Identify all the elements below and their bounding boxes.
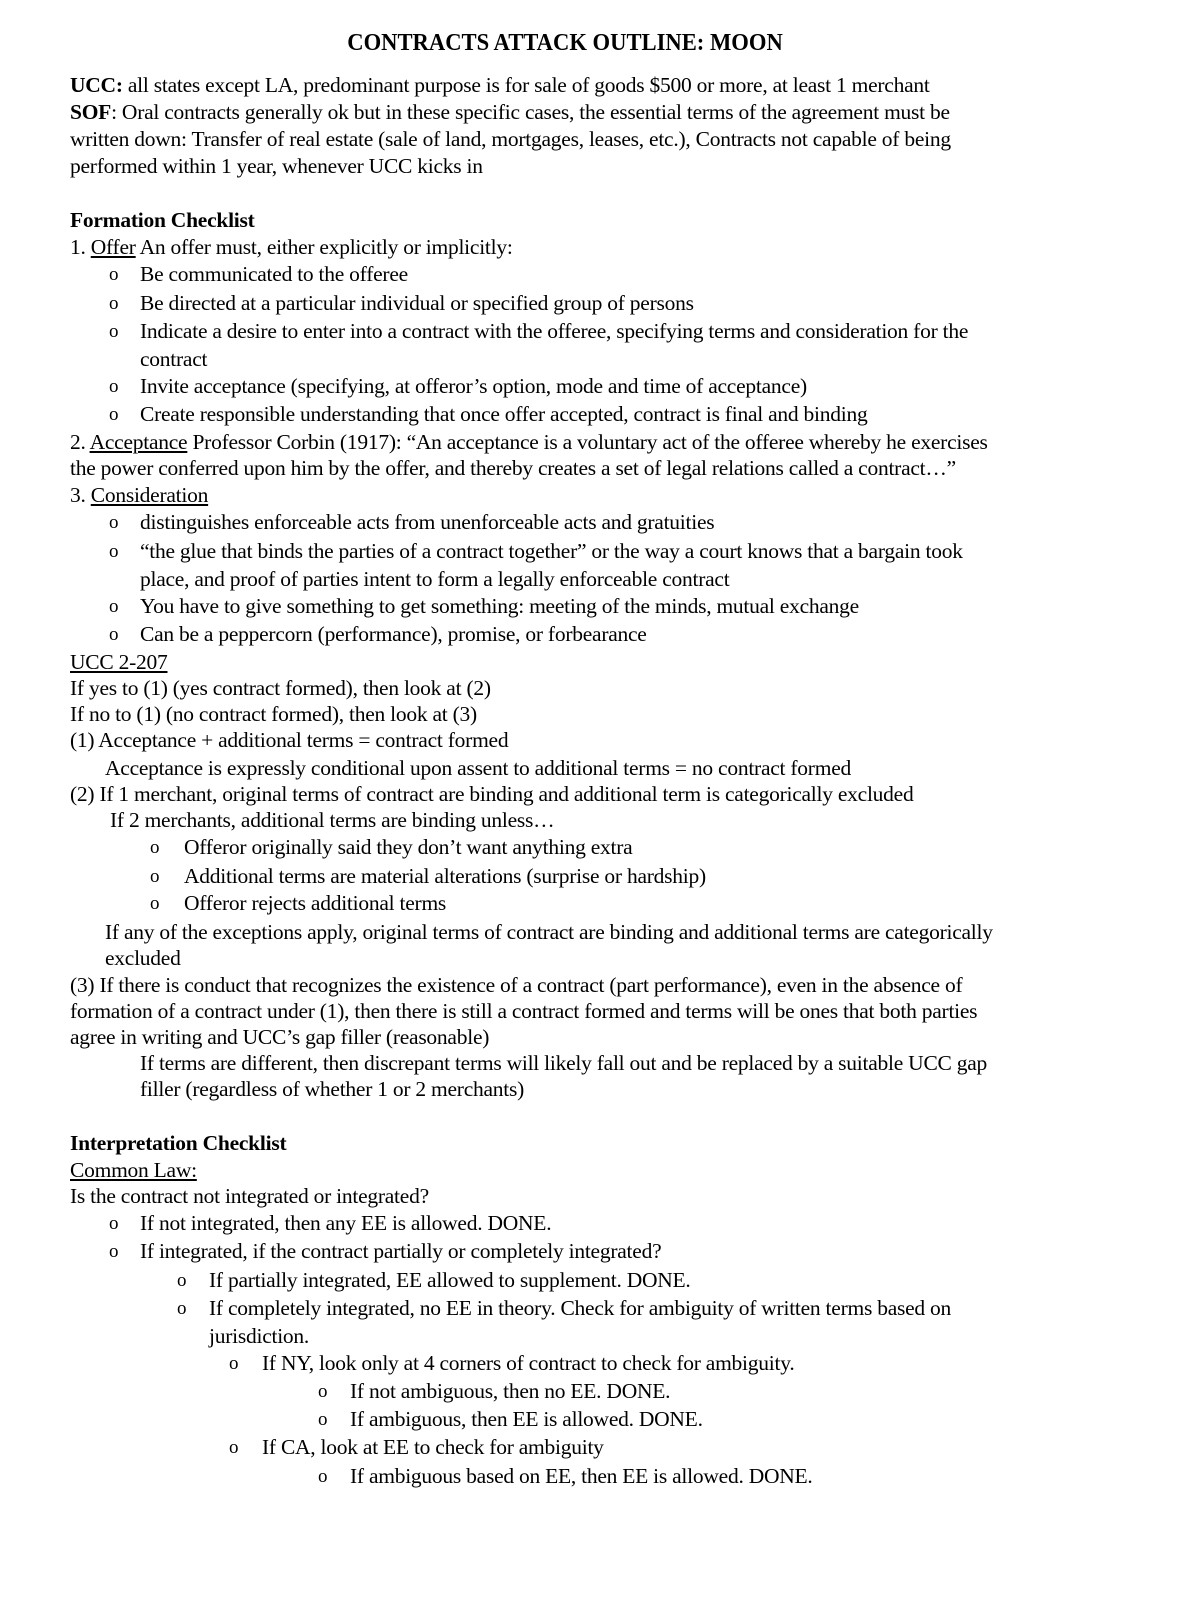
bullet-marker: o: [318, 1409, 328, 1430]
bullet-marker: o: [229, 1437, 239, 1458]
list-item: If not integrated, then any EE is allowed. DONE.: [140, 1211, 552, 1235]
ucc-label: UCC:: [70, 73, 123, 97]
ucc2207-line: agree in writing and UCC’s gap filler (reasonable): [70, 1025, 490, 1049]
bullet-marker: o: [109, 376, 119, 397]
offer-line: [70, 234, 513, 261]
ucc2207-line: If 2 merchants, additional terms are binding unless…: [110, 808, 555, 832]
list-item: Additional terms are material alterations (surprise or hardship): [184, 864, 706, 888]
list-item: Invite acceptance (specifying, at offeror’s option, mode and time of acceptance): [140, 374, 807, 398]
list-item-continuation: place, and proof of parties intent to form a legally enforceable contract: [140, 567, 730, 591]
common-law-subheading: Common Law:: [70, 1158, 197, 1182]
list-item: Offeror originally said they don’t want anything extra: [184, 835, 633, 859]
bullet-marker: o: [150, 837, 160, 858]
ucc2207-heading: UCC 2-207: [70, 650, 168, 674]
list-item: If ambiguous based on EE, then EE is allowed. DONE.: [350, 1464, 813, 1488]
ucc2207-line: (1) Acceptance + additional terms = contract formed: [70, 728, 509, 752]
list-item: Indicate a desire to enter into a contract with the offeree, specifying terms and consideration for the: [140, 319, 969, 343]
list-item: If CA, look at EE to check for ambiguity: [262, 1435, 604, 1459]
acceptance-line-2: the power conferred upon him by the offer, and thereby creates a set of legal relations called a contract…”: [70, 456, 956, 480]
bullet-marker: o: [150, 866, 160, 887]
bullet-marker: o: [109, 404, 119, 425]
bullet-marker: o: [177, 1270, 187, 1291]
ucc2207-line: excluded: [105, 946, 181, 970]
ucc2207-line: If terms are different, then discrepant terms will likely fall out and be replaced by a suitable UCC gap: [140, 1051, 988, 1075]
sof-text: : Oral contracts generally ok but in these specific cases, the essential terms of the agreement must be: [111, 100, 950, 124]
offer-text: An offer must, either explicitly or implicitly:: [135, 235, 513, 259]
bullet-marker: o: [109, 512, 119, 533]
consideration-label: Consideration: [90, 483, 209, 507]
interpretation-heading: Interpretation Checklist: [70, 1131, 287, 1155]
bullet-marker: o: [109, 264, 119, 285]
ucc-line: [70, 72, 930, 99]
list-item: Can be a peppercorn (performance), promise, or forbearance: [140, 622, 647, 646]
list-item: Be directed at a particular individual or specified group of persons: [140, 291, 694, 315]
bullet-marker: o: [109, 624, 119, 645]
bullet-marker: o: [318, 1381, 328, 1402]
ucc2207-line: formation of a contract under (1), then there is still a contract formed and terms will be ones that both parties: [70, 999, 978, 1023]
sof-line-2: written down: Transfer of real estate (sale of land, mortgages, leases, etc.), Contracts not capable of being: [70, 127, 951, 151]
consideration-line: [70, 482, 208, 509]
bullet-marker: o: [109, 1241, 119, 1262]
bullet-marker: o: [109, 541, 119, 562]
list-item: You have to give something to get something: meeting of the minds, mutual exchange: [140, 594, 859, 618]
ucc2207-line: (3) If there is conduct that recognizes the existence of a contract (part performance), even in the absence of: [70, 973, 963, 997]
list-item-continuation: contract: [140, 347, 208, 371]
sof-line: [70, 99, 950, 126]
list-item: Create responsible understanding that once offer accepted, contract is final and binding: [140, 402, 868, 426]
list-item: If NY, look only at 4 corners of contract to check for ambiguity.: [262, 1351, 795, 1375]
acceptance-label: Acceptance: [89, 430, 188, 454]
sof-label: SOF: [70, 100, 112, 124]
acceptance-text: Professor Corbin (1917): “An acceptance is a voluntary act of the offeree whereby he exercises: [187, 430, 988, 454]
ucc2207-line: If no to (1) (no contract formed), then look at (3): [70, 702, 477, 726]
ucc2207-line: filler (regardless of whether 1 or 2 merchants): [140, 1077, 525, 1101]
bullet-marker: o: [109, 321, 119, 342]
list-item: Offeror rejects additional terms: [184, 891, 447, 915]
list-item: “the glue that binds the parties of a contract together” or the way a court knows that a bargain took: [140, 539, 963, 563]
document-title: CONTRACTS ATTACK OUTLINE: MOON: [347, 30, 783, 56]
list-item: If integrated, if the contract partially or completely integrated?: [140, 1239, 662, 1263]
ucc2207-line: Acceptance is expressly conditional upon assent to additional terms = no contract formed: [105, 756, 851, 780]
ucc2207-line: If any of the exceptions apply, original terms of contract are binding and additional terms are categorically: [105, 920, 993, 944]
consideration-number: 3.: [70, 483, 91, 507]
list-item: If ambiguous, then EE is allowed. DONE.: [350, 1407, 703, 1431]
list-item: If partially integrated, EE allowed to supplement. DONE.: [209, 1268, 691, 1292]
acceptance-number: 2.: [70, 430, 90, 454]
bullet-marker: o: [109, 293, 119, 314]
bullet-marker: o: [150, 893, 160, 914]
list-item: If not ambiguous, then no EE. DONE.: [350, 1379, 671, 1403]
bullet-marker: o: [318, 1466, 328, 1487]
offer-number: 1.: [70, 235, 91, 259]
list-item: If completely integrated, no EE in theory. Check for ambiguity of written terms based on: [209, 1296, 952, 1320]
bullet-marker: o: [109, 596, 119, 617]
bullet-marker: o: [229, 1353, 239, 1374]
bullet-marker: o: [177, 1298, 187, 1319]
list-item-continuation: jurisdiction.: [209, 1324, 310, 1348]
bullet-marker: o: [109, 1213, 119, 1234]
formation-heading: Formation Checklist: [70, 208, 255, 232]
acceptance-line: [70, 429, 988, 456]
sof-line-3: performed within 1 year, whenever UCC kicks in: [70, 154, 483, 178]
interpretation-question: Is the contract not integrated or integrated?: [70, 1184, 429, 1208]
list-item: distinguishes enforceable acts from unenforceable acts and gratuities: [140, 510, 715, 534]
ucc-text: all states except LA, predominant purpose is for sale of goods $500 or more, at least 1 merchant: [122, 73, 930, 97]
offer-label: Offer: [90, 235, 136, 259]
ucc2207-line: (2) If 1 merchant, original terms of contract are binding and additional term is categorically excluded: [70, 782, 914, 806]
list-item: Be communicated to the offeree: [140, 262, 408, 286]
ucc2207-line: If yes to (1) (yes contract formed), then look at (2): [70, 676, 491, 700]
